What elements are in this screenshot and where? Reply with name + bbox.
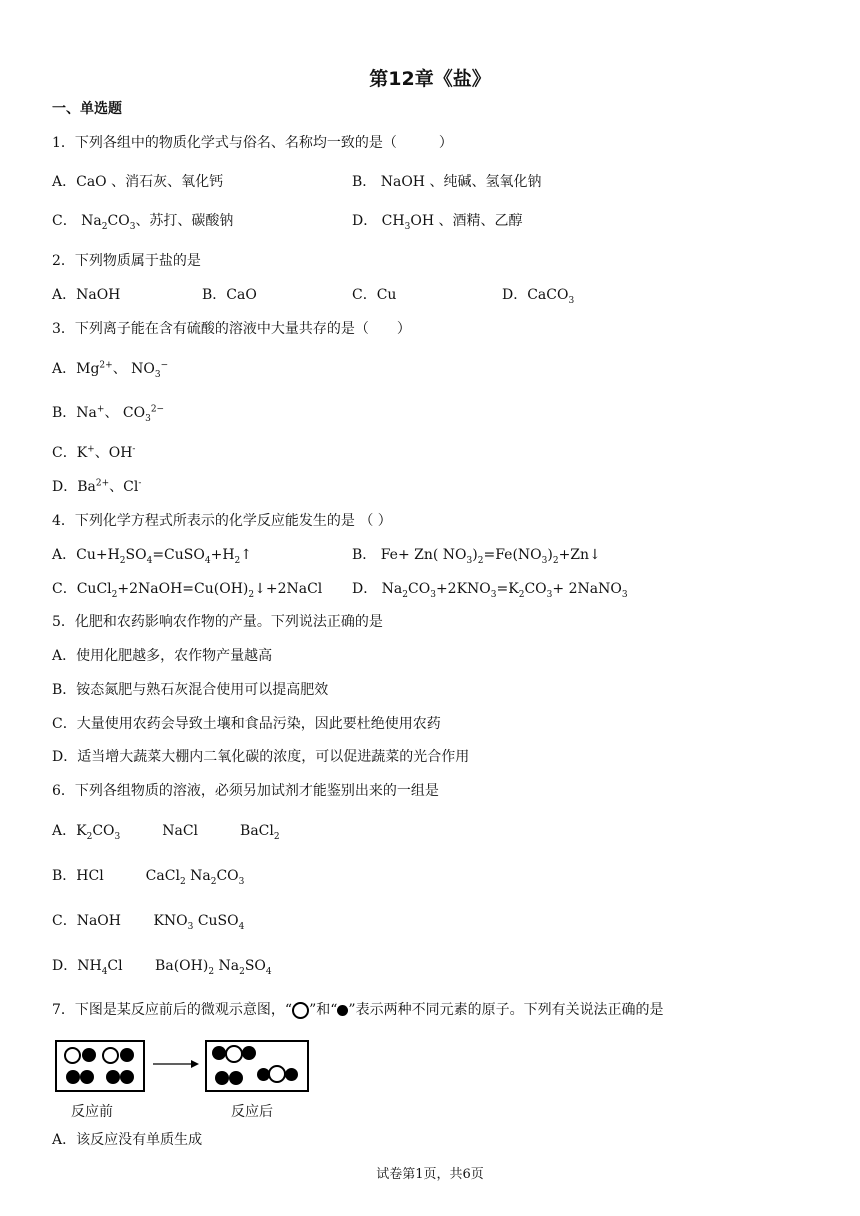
white-atom — [268, 1065, 286, 1083]
formula-text: Na — [185, 868, 211, 884]
formula-text: NaCl BaCl — [120, 823, 274, 839]
subscript: 2 — [273, 831, 280, 842]
q3-option-a: A．$Mg^{2+}$、 $NO_3^-$ — [52, 360, 169, 380]
black-atom-icon — [337, 1005, 348, 1016]
q1-stem: 1．下列各组中的物质化学式与俗名、名称均一致的是（ ） — [52, 135, 453, 151]
formula-text: SO — [244, 958, 266, 974]
white-atom — [64, 1047, 81, 1064]
before-label: 反应前 — [71, 1104, 113, 1120]
formula-text: D． Na — [352, 581, 403, 597]
q1-option-d: D． $CH_3OH$ 、酒精、乙醇 — [352, 213, 523, 232]
white-atom — [102, 1047, 119, 1064]
q4-option-a — [52, 546, 252, 564]
q3-stem: 3．下列离子能在含有硫酸的溶液中大量共存的是（ ） — [52, 321, 411, 337]
q6-option-b — [52, 867, 244, 885]
formula-text: CO — [216, 868, 239, 884]
formula-text: +2NaOH=Cu(OH) — [117, 581, 249, 597]
black-atom — [80, 1070, 94, 1084]
black-atom — [242, 1046, 256, 1060]
q1-option-a: A．CaO 、消石灰、氧化钙 — [52, 174, 224, 190]
subscript: 3 — [430, 589, 436, 600]
subscript: 2 — [518, 589, 525, 600]
black-atom — [106, 1070, 120, 1084]
subscript: 3 — [238, 876, 245, 887]
black-atom — [229, 1071, 243, 1085]
subscript: 3 — [490, 589, 497, 600]
black-atom — [120, 1048, 134, 1062]
subscript: 3 — [541, 555, 548, 566]
subscript: 4 — [204, 555, 211, 566]
reaction-arrow-icon — [153, 1058, 199, 1070]
formula-text: =Fe(NO — [483, 547, 542, 563]
page-title: 第12章《盐》 — [369, 68, 491, 90]
q5-option-b: B．铵态氮肥与熟石灰混合使用可以提高肥效 — [52, 682, 329, 698]
after-label: 反应后 — [231, 1104, 273, 1120]
subscript: 4 — [238, 921, 245, 932]
white-atom-icon — [292, 1002, 309, 1019]
white-atom — [225, 1045, 243, 1063]
q7-option-a: A．该反应没有单质生成 — [52, 1132, 203, 1148]
subscript: 3 — [114, 831, 121, 842]
reaction-diagram — [55, 1040, 315, 1124]
formula-text: =K — [496, 581, 519, 597]
black-atom — [215, 1071, 229, 1085]
subscript: 4 — [146, 555, 153, 566]
formula-text: D．NH — [52, 958, 102, 974]
q6-option-c — [52, 912, 244, 930]
subscript: 2 — [248, 589, 255, 600]
formula-text: Na — [214, 958, 240, 974]
q2-option-c: C．Cu — [352, 287, 397, 303]
subscript: 4 — [265, 966, 272, 977]
q1-option-c: C． $Na_2CO_3$、苏打、碳酸钠 — [52, 213, 234, 232]
formula-text: +H — [210, 547, 235, 563]
formula-text: CO — [524, 581, 547, 597]
subscript: 2 — [86, 831, 93, 842]
q2-option-a: A．NaOH — [52, 287, 121, 303]
subscript: 4 — [101, 966, 108, 977]
black-atom — [82, 1048, 96, 1062]
q5-stem: 5．化肥和农药影响农作物的产量。下列说法正确的是 — [52, 614, 383, 630]
q6-stem: 6．下列各组物质的溶液，必须另加试剂才能鉴别出来的一组是 — [52, 783, 439, 799]
formula-text: ↑ — [240, 547, 253, 563]
after-box — [205, 1040, 309, 1092]
section-heading: 一、单选题 — [52, 101, 122, 117]
subscript: 3 — [621, 589, 628, 600]
q1-option-b: B． NaOH 、纯碱、氢氧化钠 — [352, 174, 542, 190]
formula-text: =CuSO — [152, 547, 205, 563]
subscript: 3 — [466, 555, 473, 566]
formula-text: ) — [472, 547, 478, 563]
formula-text: SO — [125, 547, 147, 563]
subscript: 2 — [234, 555, 241, 566]
formula-text: + 2NaNO — [552, 581, 622, 597]
black-atom — [66, 1070, 80, 1084]
q5-option-c: C．大量使用农药会导致土壤和食品污染，因此要杜绝使用农药 — [52, 716, 441, 732]
formula-text: +2KNO — [435, 581, 491, 597]
subscript: 2 — [208, 966, 215, 977]
formula-text: CO — [92, 823, 115, 839]
formula-text: C．CuCl — [52, 581, 112, 597]
formula-text: A．Cu+H — [52, 547, 120, 563]
q3-option-d: D．$Ba^{2+}$、Cl- — [52, 478, 142, 495]
q5-option-d: D．适当增大蔬菜大棚内二氧化碳的浓度，可以促进蔬菜的光合作用 — [52, 749, 470, 765]
black-atom — [120, 1070, 134, 1084]
q3-option-c: C．K+、OH- — [52, 444, 136, 461]
formula-text: C．NaOH KNO — [52, 913, 188, 929]
before-box — [55, 1040, 145, 1092]
subscript: 2 — [552, 555, 559, 566]
q6-option-a — [52, 822, 280, 840]
formula-text: A．K — [52, 823, 87, 839]
subscript: 2 — [111, 589, 118, 600]
q5-option-a: A．使用化肥越多，农作物产量越高 — [52, 648, 273, 664]
q2-stem: 2．下列物质属于盐的是 — [52, 253, 201, 269]
q4-option-d — [352, 580, 628, 598]
formula-text: B．HCl CaCl — [52, 868, 180, 884]
subscript: 2 — [179, 876, 186, 887]
formula-text: B． Fe+ Zn( NO — [352, 547, 467, 563]
black-atom — [212, 1046, 226, 1060]
q6-option-d — [52, 957, 272, 975]
subscript: 2 — [239, 966, 245, 977]
formula-text: +Zn↓ — [558, 547, 601, 563]
subscript: 2 — [210, 876, 217, 887]
subscript: 2 — [119, 555, 126, 566]
q2-option-d: D．CaCO$_3$ — [502, 287, 575, 306]
q2-option-b: B．CaO — [202, 287, 257, 303]
black-atom — [285, 1068, 298, 1081]
q4-option-c — [52, 580, 322, 598]
formula-text: CuSO — [193, 913, 239, 929]
q3-option-b: B．Na+、 $CO_3^{2-}$ — [52, 404, 165, 424]
subscript: 3 — [546, 589, 553, 600]
q4-option-b — [352, 546, 601, 564]
formula-text: ) — [547, 547, 553, 563]
page-footer: 试卷第1页，共6页 — [376, 1167, 484, 1182]
subscript: 2 — [477, 555, 484, 566]
formula-text: CO — [408, 581, 431, 597]
formula-text: ↓+2NaCl — [254, 581, 323, 597]
subscript: 3 — [187, 921, 194, 932]
subscript: 2 — [402, 589, 409, 600]
q7-stem: 7．下图是某反应前后的微观示意图，“ ”和“ ”表示两种不同元素的原子。下列有关说法正确的是 — [52, 1002, 664, 1018]
formula-text: Cl Ba(OH) — [107, 958, 209, 974]
q4-stem: 4．下列化学方程式所表示的化学反应能发生的是 （ ） — [52, 513, 392, 529]
